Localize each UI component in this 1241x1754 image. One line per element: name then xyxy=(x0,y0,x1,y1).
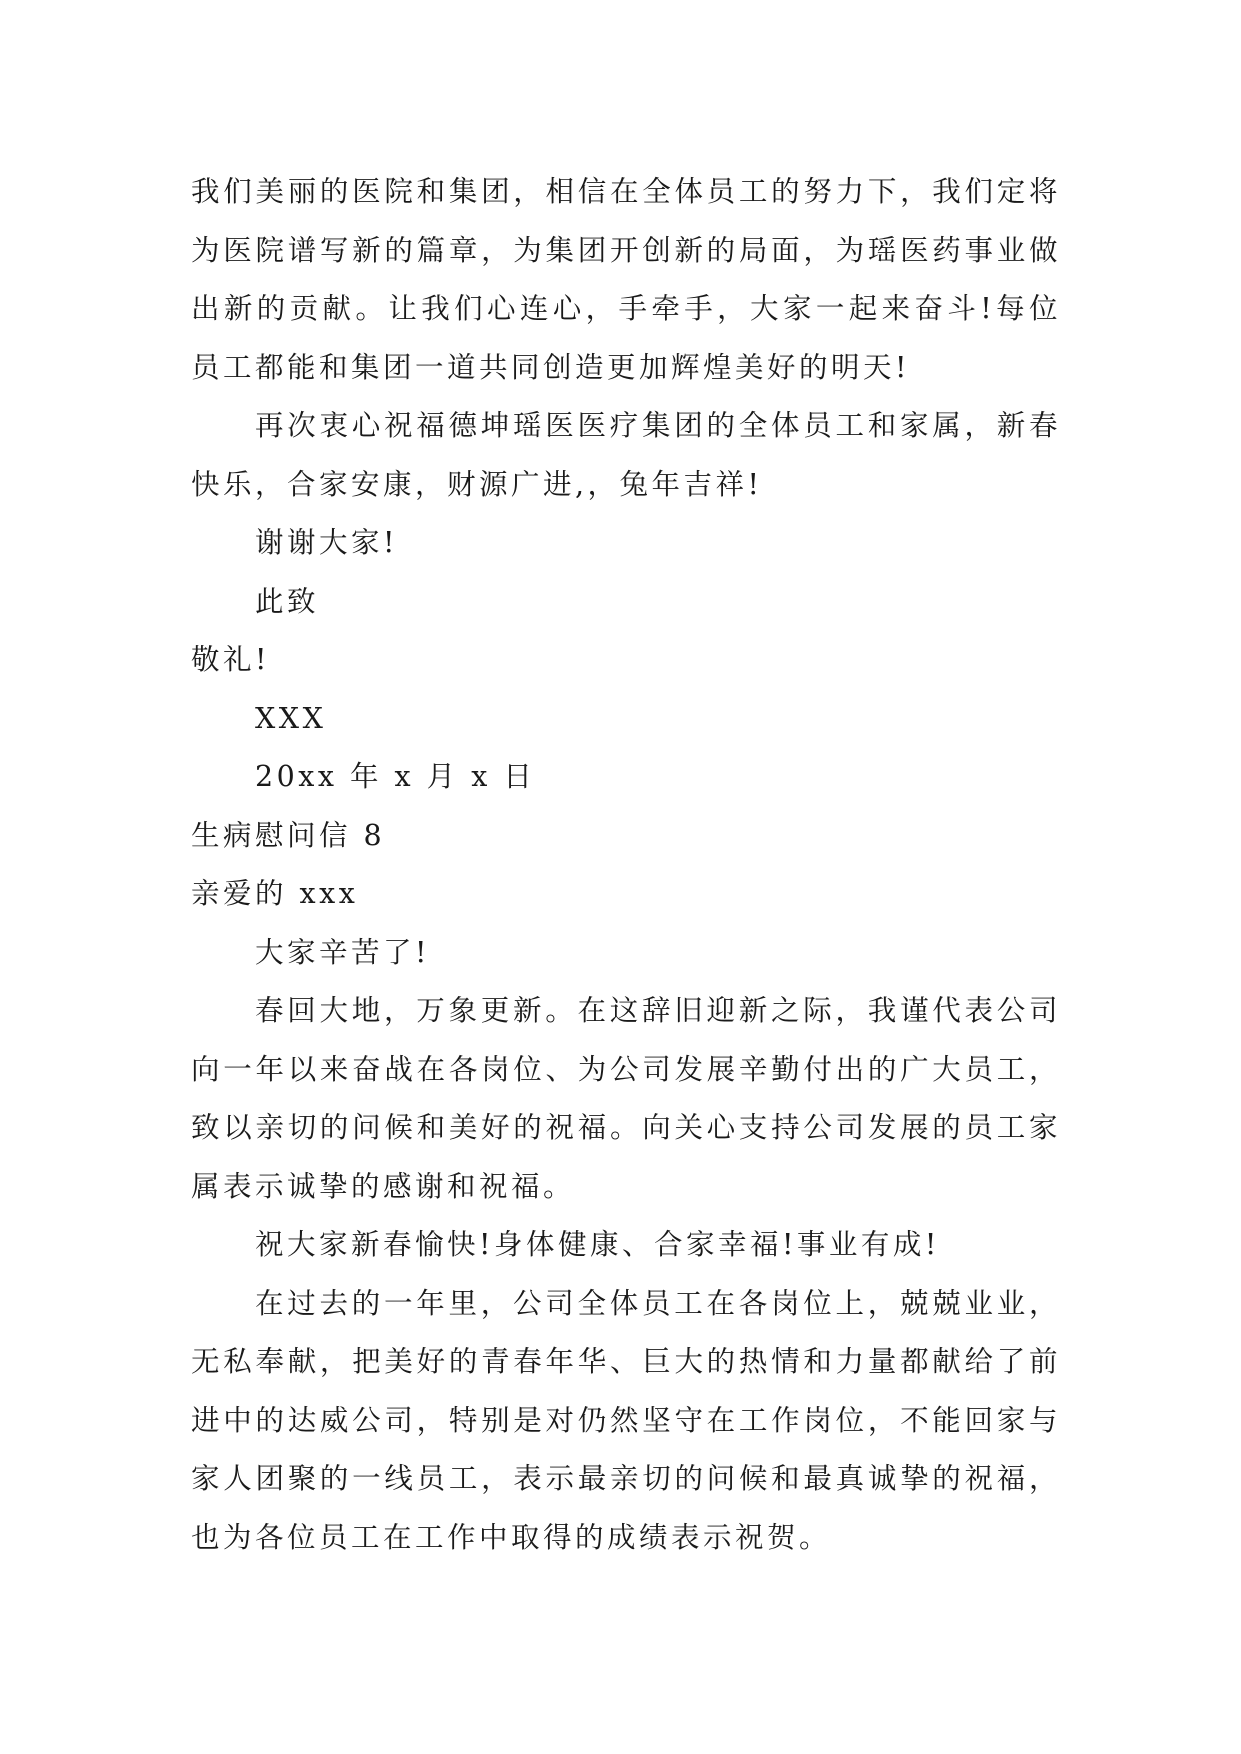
paragraph-greeting: 大家辛苦了! xyxy=(255,935,430,969)
paragraph-past-year: 在过去的一年里，公司全体员工在各岗位上，兢兢业业，无私奉献，把美好的青春年华、巨大的热情和力量都献给了前进中的达威公司，特别是对仍然坚守在工作岗位，不能回家与家人团聚的一线员工，表示最亲切的问候和最真诚挚的祝福，也为各位员工在工作中取得的成绩表示祝贺。 xyxy=(191,1286,1061,1554)
signature-name: XXX xyxy=(255,701,327,735)
paragraph-spring-return: 春回大地，万象更新。在这辞旧迎新之际，我谨代表公司向一年以来奋战在各岗位、为公司发展辛勤付出的广大员工，致以亲切的问候和美好的祝福。向关心支持公司发展的员工家属表示诚挚的感谢和祝福。 xyxy=(191,994,1061,1203)
document-body xyxy=(191,163,1061,1567)
letter-heading: 生病慰问信 8 xyxy=(191,818,386,852)
paragraph-hospital-future: 我们美丽的医院和集团，相信在全体员工的努力下，我们定将为医院谱写新的篇章，为集团开创新的局面，为瑶医药事业做出新的贡献。让我们心连心，手牵手，大家一起来奋斗!每位员工都能和集团一道共同创造更加辉煌美好的明天! xyxy=(191,175,1061,384)
paragraph-new-year-wishes: 再次衷心祝福德坤瑶医医疗集团的全体员工和家属，新春快乐，合家安康，财源广进,，兔年吉祥! xyxy=(191,409,1061,501)
closing-jingli: 敬礼! xyxy=(191,643,270,676)
paragraph-wishes: 祝大家新春愉快!身体健康、合家幸福!事业有成! xyxy=(255,1228,940,1261)
closing-cizhi: 此致 xyxy=(255,584,320,618)
signature-date: 20xx 年 x 月 x 日 xyxy=(255,760,536,793)
salutation: 亲爱的 xxx xyxy=(191,877,359,910)
paragraph-thanks: 谢谢大家! xyxy=(255,526,398,559)
